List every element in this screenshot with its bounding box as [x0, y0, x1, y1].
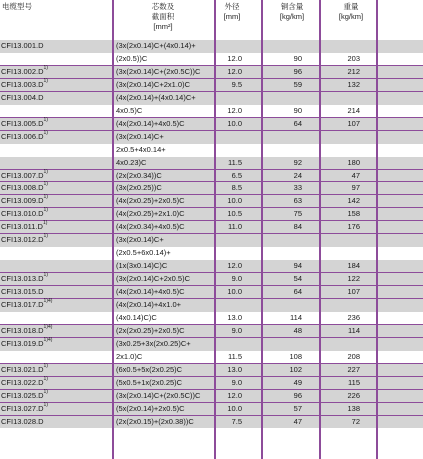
header-copper-content [272, 2, 312, 22]
footnote-marker: 1) [43, 129, 48, 136]
table-row-line [0, 144, 423, 157]
table-row-line [0, 234, 423, 247]
construction-text: (3x(2x0.14)C+ [116, 235, 164, 245]
header-weight [330, 2, 372, 22]
cable-type-text: CFI13.015.D [1, 287, 44, 297]
cable-type-text: CFI13.008.D [1, 183, 44, 193]
footnote-marker: 1)4) [43, 323, 53, 330]
construction-text: (4x(2x0.25)+2x0.5)C [116, 196, 185, 206]
weight: 226 [347, 390, 360, 400]
header-text: 芯数及 [151, 2, 175, 11]
cable-type-text: CFI13.001.D [1, 41, 44, 50]
cable-type-text: CFI13.009.D [1, 196, 44, 206]
copper-content: 57 [293, 403, 302, 413]
cable-type-text: CFI13.022.D [1, 377, 44, 387]
footnote-marker: 1) [43, 375, 48, 382]
weight: 142 [347, 196, 360, 206]
header-text: [kg/km] [279, 12, 305, 21]
copper-content: 92 [293, 157, 302, 167]
cable-type-text: CFI13.004.D [1, 92, 44, 102]
outer-diameter: 9.0 [231, 325, 242, 335]
weight: 47 [351, 170, 360, 180]
copper-content: 84 [293, 222, 302, 232]
construction-text: (4x(2x0.14)+4x1.0+ [116, 300, 182, 309]
footnote-marker: 1) [43, 388, 48, 395]
footnote-marker: 1)4) [43, 336, 53, 343]
copper-content: 94 [293, 261, 302, 271]
construction-text: 2x1.0)C [116, 351, 143, 361]
cable-type-text: CFI13.003.D [1, 79, 44, 89]
copper-content: 90 [293, 53, 302, 63]
outer-diameter: 13.0 [227, 364, 242, 374]
column-divider [376, 0, 378, 459]
weight: 180 [347, 157, 360, 167]
header-text: 外径 [224, 2, 240, 11]
copper-content: 64 [293, 287, 302, 297]
cable-type-text: CFI13.025.D [1, 390, 44, 400]
copper-content: 47 [293, 416, 302, 426]
outer-diameter: 11.5 [227, 157, 242, 167]
outer-diameter: 6.5 [231, 170, 242, 180]
footnote-marker: 1)4) [43, 298, 53, 304]
outer-diameter: 11.5 [227, 351, 242, 361]
footnote-marker: 1) [43, 181, 48, 188]
copper-content: 102 [289, 364, 302, 374]
header-text: [mm] [223, 12, 241, 21]
footnote-marker: 1) [43, 77, 48, 84]
column-divider [214, 0, 216, 459]
cable-type-text: CFI13.018.D [1, 325, 44, 335]
footnote-marker: 1) [43, 64, 48, 71]
header-cable-type [2, 2, 32, 12]
construction-text: (2x(2x0.34))C [116, 170, 162, 180]
cable-type [1, 40, 44, 53]
construction-text: (3x(2x0.14)C+2x0.5)C [116, 274, 190, 284]
header-text: 截面积 [151, 12, 175, 21]
cable-type-text: CFI13.011.D [1, 222, 43, 232]
outer-diameter: 12.0 [227, 261, 242, 271]
weight: 97 [351, 183, 360, 193]
construction-text: (5x(2x0.14)+2x0.5)C [116, 403, 185, 413]
footnote-marker: 1) [43, 362, 48, 369]
table-row-line [0, 299, 423, 312]
cable-type [1, 299, 52, 312]
header-outer-diameter [216, 2, 248, 22]
construction-text: (2x0.5))C [116, 53, 148, 63]
copper-content: 96 [293, 390, 302, 400]
footnote-marker: 1) [42, 220, 48, 227]
weight: 122 [347, 274, 360, 284]
outer-diameter: 11.0 [227, 222, 242, 232]
outer-diameter: 9.0 [231, 377, 242, 387]
table-row-line [0, 131, 423, 144]
cable-type-text: CFI13.002.D [1, 66, 44, 76]
cable-type-text: CFI13.010.D [1, 209, 44, 219]
construction-text: (2x(2x0.15)+(2x0.38))C [116, 416, 194, 426]
weight: 138 [347, 403, 360, 413]
construction-text: (3x(2x0.25))C [116, 183, 162, 193]
construction-text: 4x0.5)C [116, 105, 143, 115]
construction-text: (4x(2x0.14)+4x0.5)C [116, 118, 185, 128]
column-divider [112, 0, 114, 459]
weight: 208 [347, 351, 360, 361]
outer-diameter: 12.0 [227, 66, 242, 76]
table-row-line [0, 92, 423, 105]
cable-type [1, 131, 48, 144]
footnote-marker: 1) [43, 272, 48, 279]
footnote-marker: 1) [43, 401, 48, 408]
copper-content: 64 [293, 118, 302, 128]
copper-content: 33 [293, 183, 302, 193]
outer-diameter: 10.0 [227, 118, 242, 128]
weight: 176 [347, 222, 360, 232]
copper-content: 48 [293, 325, 302, 335]
weight: 184 [347, 261, 360, 271]
cable-type-text: CFI13.007.D [1, 170, 44, 180]
cable-type [1, 234, 48, 247]
cable-type-text: CFI13.013.D [1, 274, 44, 284]
construction-text: (4x(2x0.34)+4x0.5)C [116, 222, 185, 232]
outer-diameter: 12.0 [227, 53, 242, 63]
weight: 214 [347, 105, 360, 115]
header-construction [113, 2, 213, 32]
weight: 236 [347, 312, 360, 322]
outer-diameter: 9.0 [231, 274, 242, 284]
weight: 107 [347, 118, 360, 128]
cable-type [1, 92, 44, 105]
column-divider [261, 0, 263, 459]
header-text: [kg/km] [338, 12, 364, 21]
construction-text: (6x0.5+5x(2x0.25)C [116, 364, 183, 374]
outer-diameter: 8.5 [231, 183, 242, 193]
outer-diameter: 10.0 [227, 196, 242, 206]
cable-type-text: CFI13.006.D [1, 131, 44, 141]
header-text: 铜含量 [280, 2, 304, 11]
cable-type [1, 338, 52, 351]
weight: 158 [347, 209, 360, 219]
table-row-line [0, 338, 423, 351]
construction-text: 4x0.23)C [116, 157, 147, 167]
copper-content: 114 [290, 312, 302, 322]
construction-text: (1x(3x0.14)C)C [116, 261, 168, 271]
construction-text: (3x(2x0.14)C+2x1.0)C [116, 79, 190, 89]
construction-text: (4x(2x0.14)+(4x0.14)C+ [116, 92, 196, 102]
construction-text: (2x(2x0.25)+2x0.5)C [116, 325, 185, 335]
cable-type-text: CFI13.017.D [1, 300, 44, 309]
weight: 115 [348, 377, 360, 387]
copper-content: 59 [293, 79, 302, 89]
cable-type-text: CFI13.005.D [1, 118, 44, 128]
outer-diameter: 9.5 [231, 79, 242, 89]
cable-type-text: CFI13.019.D [1, 338, 44, 348]
copper-content: 96 [293, 66, 302, 76]
footnote-marker: 1) [43, 194, 48, 201]
footnote-marker: 1) [43, 233, 48, 240]
cable-type-text: CFI13.012.D [1, 235, 44, 245]
footnote-marker: 1) [43, 116, 48, 123]
table-row-line [0, 40, 423, 53]
construction-text: 2x0.5+4x0.14+ [116, 144, 166, 154]
construction-text: (3x(2x0.14)C+ [116, 131, 164, 141]
construction-text: (4x(2x0.14)+4x0.5)C [116, 287, 185, 297]
header-text: 重量 [343, 2, 359, 11]
cable-type-text: CFI13.021.D [1, 364, 44, 374]
copper-content: 54 [293, 274, 302, 284]
copper-content: 24 [293, 170, 302, 180]
copper-content: 108 [289, 351, 302, 361]
construction-text: (4x(2x0.25)+2x1.0)C [116, 209, 185, 219]
cable-type-text: CFI13.027.D [1, 403, 44, 413]
weight: 212 [347, 66, 360, 76]
outer-diameter: 12.0 [227, 390, 242, 400]
header-text: 电缆型号 [2, 2, 32, 11]
column-divider [319, 0, 321, 459]
outer-diameter: 10.0 [227, 403, 242, 413]
construction-text: (4x0.14)C)C [116, 312, 157, 322]
cable-type-text: CFI13.028.D [1, 416, 44, 426]
outer-diameter: 10.0 [227, 287, 242, 297]
copper-content: 63 [293, 196, 302, 206]
construction-text: (2x0.5+6x0.14)+ [116, 248, 171, 258]
weight: 227 [347, 364, 360, 374]
construction-text: (3x(2x0.14)C+(4x0.14)+ [116, 41, 196, 50]
copper-content: 90 [293, 105, 302, 115]
outer-diameter: 12.0 [227, 105, 242, 115]
outer-diameter: 13.0 [227, 312, 242, 322]
construction-text: (3x(2x0.14)C+(2x0.5C))C [116, 66, 201, 76]
footnote-marker: 1) [43, 168, 48, 175]
construction-text: (3x(2x0.14)C+(2x0.5C))C [116, 390, 201, 400]
construction-text: (3x0.25+3x(2x0.25)C+ [116, 338, 191, 348]
cable-type [1, 416, 44, 429]
table-row-line [0, 416, 423, 429]
construction-text: (5x0.5+1x(2x0.25)C [116, 377, 183, 387]
outer-diameter: 10.5 [227, 209, 242, 219]
copper-content: 49 [293, 377, 302, 387]
weight: 107 [347, 287, 360, 297]
table-row-line [0, 247, 423, 260]
outer-diameter: 7.5 [231, 416, 242, 426]
footnote-marker: 1) [43, 207, 48, 214]
weight: 114 [348, 325, 360, 335]
weight: 203 [347, 53, 360, 63]
header-text: [mm²] [153, 22, 173, 31]
copper-content: 75 [293, 209, 302, 219]
weight: 132 [347, 79, 360, 89]
weight: 72 [351, 416, 360, 426]
